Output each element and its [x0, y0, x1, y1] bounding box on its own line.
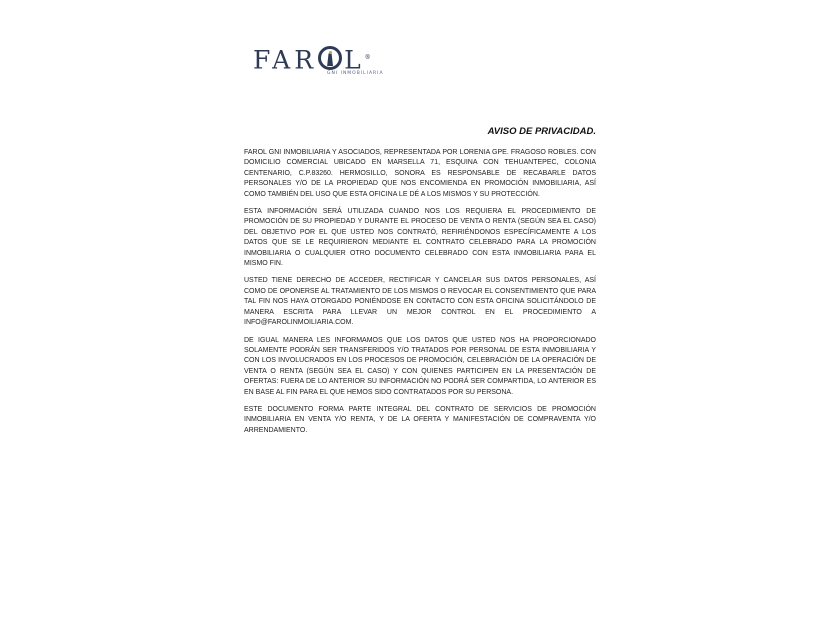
farol-logo	[253, 44, 393, 78]
paragraph-data-transfer: DE IGUAL MANERA LES INFORMAMOS QUE LOS DATOS QUE USTED NOS HA PROPORCIONADO SOLAMENTE PODRÁN SER TRANSFERIDOS Y/O TRATADOS POR PERSONAL DE ESTA INMOBILIARIA Y CON LOS INVOLUCRADOS EN LOS PROCESOS DE PROMOCIÓN, CELEBRACIÓN DE LA OPERACIÓN DE VENTA O RENTA (SEGÚN SEA EL CASO) Y CON QUIENES PARTICIPEN EN LA PRESENTACIÓN DE OFERTAS: FUERA DE LO ANTERIOR SU INFORMACIÓN NO PODRÁ SER COMPARTIDA, LO ANTERIOR ES EN BASE AL FIN PARA EL QUE HEMOS SIDO CONTRATADOS POR SU PERSONA.	[244, 336, 596, 396]
privacy-notice	[244, 126, 596, 443]
paragraph-contract-integration: ESTE DOCUMENTO FORMA PARTE INTEGRAL DEL CONTRATO DE SERVICIOS DE PROMOCIÓN INMOBILIARIA EN VENTA Y/O RENTA, Y DE LA OFERTA Y MANIFESTACIÓN DE COMPRAVENTA Y/O ARRENDAMIENTO.	[244, 405, 596, 434]
logo-tagline: GNI INMOBILIARIA	[327, 71, 384, 76]
registered-mark: ®	[364, 54, 371, 61]
paragraph-information-use: ESTA INFORMACIÓN SERÁ UTILIZADA CUANDO NOS LOS REQUIERA EL PROCEDIMIENTO DE PROMOCIÓN DE SU PROPIEDAD Y DURANTE EL PROCESO DE VENTA O RENTA (SEGÚN SEA EL CASO) DEL OBJETIVO POR EL QUE USTED NOS CONTRATÓ, REFIRIÉNDONOS ESPECÍFICAMENTE A LOS DATOS QUE SE LE REQUIRIERON MEDIANTE EL CONTRATO CELEBRADO PARA LA PROMOCIÓN INMOBILIARIA O CUALQUIER OTRO DOCUMENTO CELEBRADO CON ESTA INMOBILIARIA PARA EL MISMO FIN.	[244, 208, 596, 268]
paragraph-user-rights: USTED TIENE DERECHO DE ACCEDER, RECTIFICAR Y CANCELAR SUS DATOS PERSONALES, ASÍ COMO DE OPONERSE AL TRATAMIENTO DE LOS MISMOS O REVOCAR EL CONSENTIMIENTO QUE PARA TAL FIN NOS HAYA OTORGADO PONIÉNDOSE EN CONTACTO CON ESTA OFICINA SOLICITÁNDOLO DE MANERA ESCRITA PARA LLEVAR UN MEJOR CONTROL EN EL PROCEDIMIENTO A INFO@FAROLINMOILIARIA.COM.	[244, 277, 596, 327]
lighthouse-icon	[318, 46, 342, 70]
document-title: AVISO DE PRIVACIDAD.	[487, 126, 596, 137]
logo-wordmark	[253, 44, 371, 74]
paragraph-responsible-party: FAROL GNI INMOBILIARIA Y ASOCIADOS, REPRESENTADA POR LORENIA GPE. FRAGOSO ROBLES. CON DOMICILIO COMERCIAL UBICADO EN MARSELLA 71, ESQUINA CON TEHUANTEPEC, COLONIA CENTENARIO, C.P.83260. HERMOSILLO, SONORA ES RESPONSABLE DE RECABARLE DATOS PERSONALES Y/O DE LA PROPIEDAD QUE NOS ENCOMIENDA EN PROMOCIÓN INMOBILIARIA, ASÍ COMO TAMBIÉN DEL USO QUE ESTA OFICINA LE DÉ A LOS MISMOS Y SU PROTECCIÓN.	[244, 149, 596, 198]
logo-word-right: L	[344, 45, 365, 75]
logo-word-left: FAR	[253, 45, 318, 75]
